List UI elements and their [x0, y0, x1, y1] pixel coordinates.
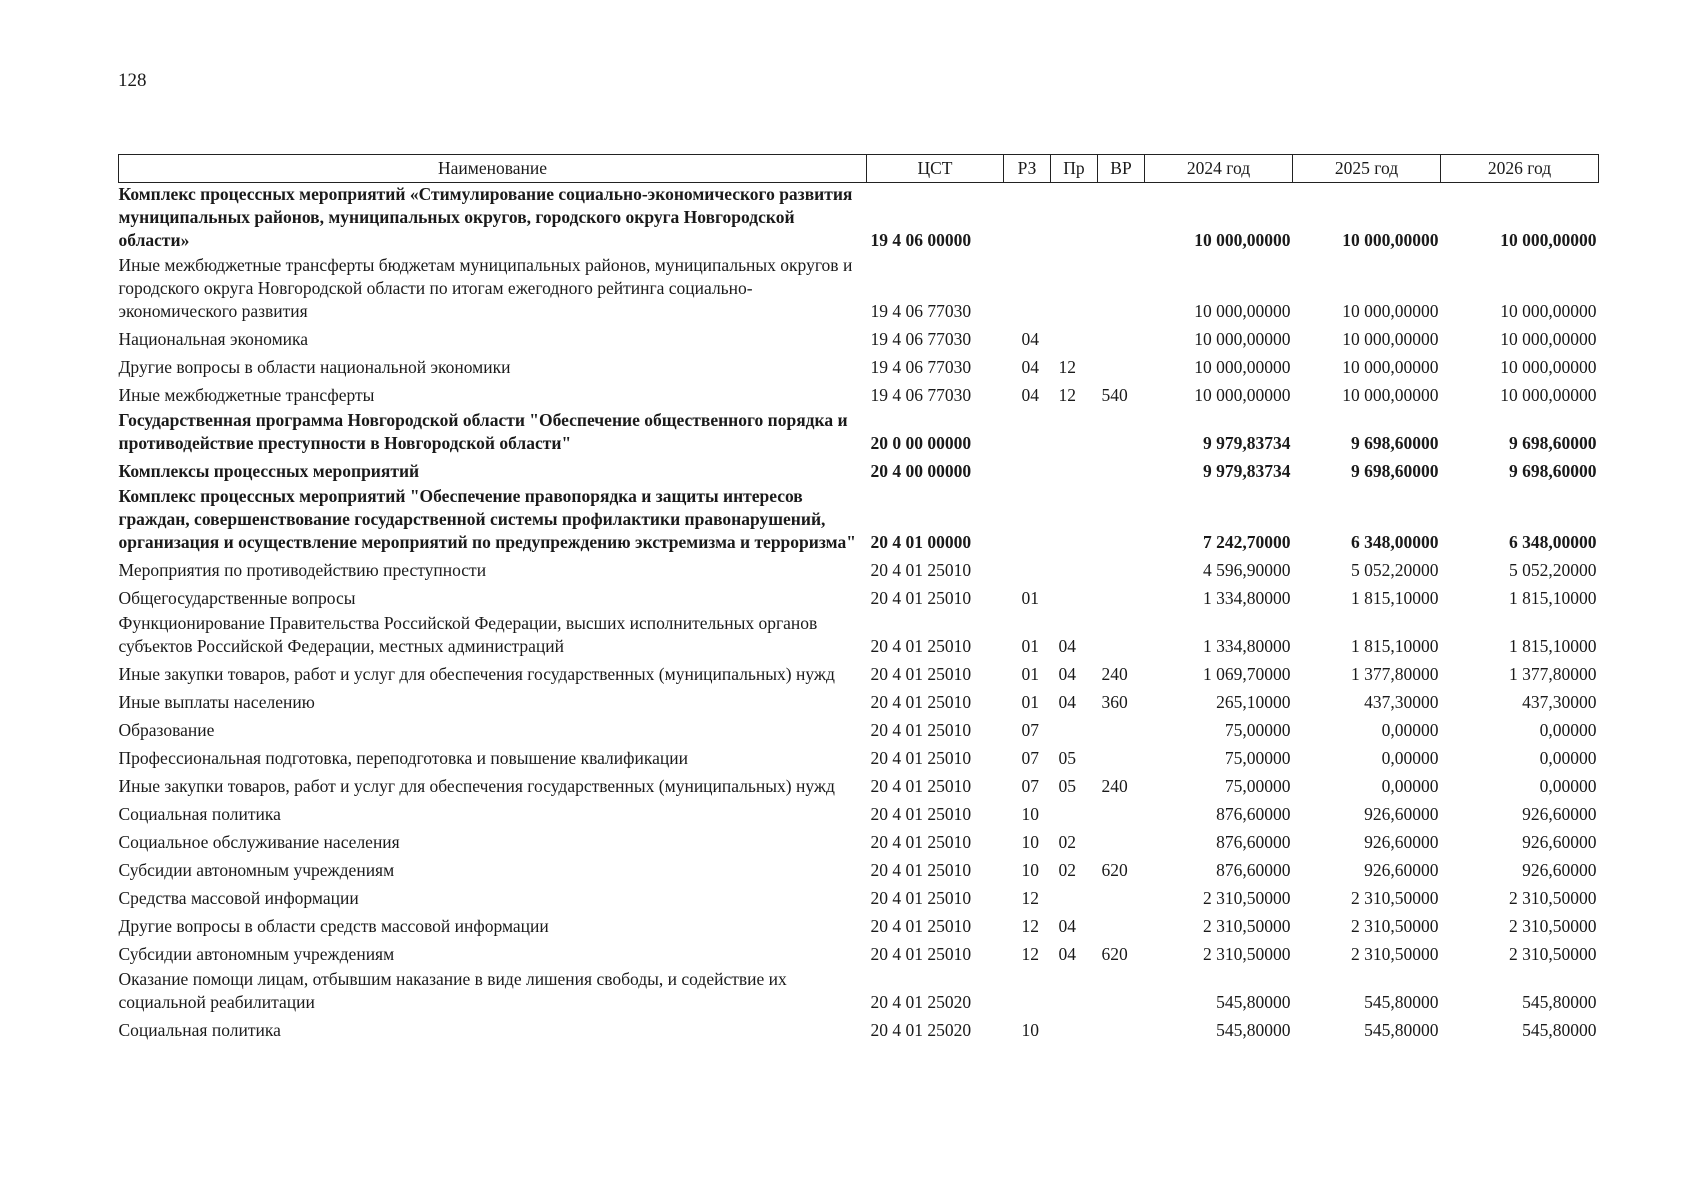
- cell-2024: 10 000,00000: [1194, 385, 1291, 405]
- table-row: [119, 325, 1599, 353]
- cell-rz: 04: [1021, 357, 1039, 377]
- cell-cst: 19 4 06 77030: [870, 385, 972, 405]
- cell-name: Другие вопросы в области национальной экономики: [118, 357, 511, 377]
- cell-rz: [1004, 183, 1051, 255]
- cell-name: Государственная программа Новгородской области "Обеспечение общественного порядка и противодействие преступности в Новгородской области": [118, 410, 848, 453]
- cell-pr: 04: [1058, 944, 1076, 964]
- table-row: [119, 485, 1599, 556]
- cell-2026: 2 310,50000: [1509, 888, 1597, 908]
- table-row: [119, 912, 1599, 940]
- cell-vr: [1098, 716, 1145, 744]
- cell-vr: [1098, 584, 1145, 612]
- cell-2026: 10 000,00000: [1500, 385, 1597, 405]
- cell-2026: 437,30000: [1522, 692, 1597, 712]
- cell-cst: 20 4 01 25010: [870, 560, 972, 580]
- cell-2025: 926,60000: [1364, 832, 1439, 852]
- table-row: [119, 353, 1599, 381]
- cell-rz: 01: [1021, 692, 1039, 712]
- cell-pr: [1051, 968, 1098, 1016]
- cell-name: Субсидии автономным учреждениям: [118, 944, 395, 964]
- cell-2024: 876,60000: [1216, 860, 1291, 880]
- cell-name: Профессиональная подготовка, переподготовка и повышение квалификации: [118, 748, 688, 768]
- cell-rz: 12: [1021, 944, 1039, 964]
- cell-cst: 20 4 01 25010: [870, 720, 972, 740]
- cell-2024: 545,80000: [1216, 1020, 1291, 1040]
- header-2024: 2024 год: [1145, 155, 1293, 183]
- table-row: [119, 409, 1599, 457]
- cell-2025: 926,60000: [1364, 860, 1439, 880]
- cell-rz: 12: [1021, 916, 1039, 936]
- cell-rz: 07: [1021, 748, 1039, 768]
- cell-pr: 04: [1058, 636, 1076, 656]
- cell-2024: 876,60000: [1216, 832, 1291, 852]
- cell-2026: 0,00000: [1539, 720, 1597, 740]
- cell-rz: [1004, 556, 1051, 584]
- table-row: [119, 884, 1599, 912]
- cell-2025: 10 000,00000: [1342, 357, 1439, 377]
- table-row: [119, 968, 1599, 1016]
- cell-2025: 926,60000: [1364, 804, 1439, 824]
- cell-vr: [1098, 325, 1145, 353]
- cell-rz: 04: [1021, 329, 1039, 349]
- cell-name: Социальная политика: [118, 1020, 281, 1040]
- cell-vr: [1098, 968, 1145, 1016]
- table-row: [119, 660, 1599, 688]
- cell-pr: 12: [1058, 357, 1076, 377]
- cell-2025: 2 310,50000: [1351, 916, 1439, 936]
- cell-cst: 20 4 01 25010: [870, 832, 972, 852]
- cell-2026: 9 698,60000: [1509, 433, 1597, 453]
- cell-2025: 1 377,80000: [1351, 664, 1439, 684]
- cell-cst: 19 4 06 00000: [870, 230, 972, 250]
- cell-vr: 620: [1101, 860, 1128, 880]
- cell-pr: [1051, 183, 1098, 255]
- cell-pr: 04: [1058, 664, 1076, 684]
- cell-rz: 07: [1021, 776, 1039, 796]
- cell-vr: [1098, 912, 1145, 940]
- cell-2026: 9 698,60000: [1509, 461, 1597, 481]
- cell-2025: 9 698,60000: [1351, 461, 1439, 481]
- cell-pr: 05: [1058, 748, 1076, 768]
- budget-table: [118, 154, 1599, 1044]
- cell-vr: 240: [1101, 776, 1128, 796]
- cell-name: Иные межбюджетные трансферты: [118, 385, 375, 405]
- cell-2025: 437,30000: [1364, 692, 1439, 712]
- cell-2025: 1 815,10000: [1351, 588, 1439, 608]
- cell-name: Общегосударственные вопросы: [118, 588, 356, 608]
- cell-2026: 1 815,10000: [1509, 636, 1597, 656]
- cell-rz: [1004, 968, 1051, 1016]
- cell-2024: 75,00000: [1224, 720, 1291, 740]
- cell-2026: 545,80000: [1522, 992, 1597, 1012]
- cell-2025: 5 052,20000: [1351, 560, 1439, 580]
- cell-cst: 20 4 01 25010: [870, 916, 972, 936]
- cell-2025: 545,80000: [1364, 1020, 1439, 1040]
- cell-cst: 20 4 00 00000: [870, 461, 972, 481]
- cell-vr: [1098, 744, 1145, 772]
- table-row: [119, 584, 1599, 612]
- cell-name: Средства массовой информации: [118, 888, 359, 908]
- cell-vr: [1098, 556, 1145, 584]
- table-row: [119, 1016, 1599, 1044]
- cell-vr: [1098, 884, 1145, 912]
- table-row: [119, 556, 1599, 584]
- cell-pr: [1051, 800, 1098, 828]
- cell-pr: [1051, 485, 1098, 556]
- cell-cst: 20 4 01 25020: [870, 992, 972, 1012]
- cell-2024: 10 000,00000: [1194, 329, 1291, 349]
- cell-vr: [1098, 612, 1145, 660]
- cell-2024: 265,10000: [1216, 692, 1291, 712]
- cell-2025: 10 000,00000: [1342, 329, 1439, 349]
- cell-vr: 240: [1101, 664, 1128, 684]
- cell-name: Другие вопросы в области средств массовой информации: [118, 916, 549, 936]
- cell-2025: 2 310,50000: [1351, 944, 1439, 964]
- cell-2026: 926,60000: [1522, 860, 1597, 880]
- table-body: [119, 183, 1599, 1045]
- cell-2024: 75,00000: [1224, 748, 1291, 768]
- cell-2026: 926,60000: [1522, 832, 1597, 852]
- cell-rz: [1004, 409, 1051, 457]
- cell-rz: 01: [1021, 636, 1039, 656]
- cell-rz: 10: [1021, 832, 1039, 852]
- header-rz: РЗ: [1004, 155, 1051, 183]
- cell-pr: 02: [1058, 832, 1076, 852]
- cell-2026: 10 000,00000: [1500, 329, 1597, 349]
- cell-pr: [1051, 325, 1098, 353]
- cell-name: Иные межбюджетные трансферты бюджетам муниципальных районов, муниципальных округов и городского округа Новгородской области по итогам ежегодного рейтинга социально-экономического развития: [118, 255, 853, 321]
- header-2026: 2026 год: [1441, 155, 1599, 183]
- cell-vr: [1098, 254, 1145, 325]
- cell-rz: [1004, 254, 1051, 325]
- cell-cst: 20 4 01 25020: [870, 1020, 972, 1040]
- cell-2024: 10 000,00000: [1194, 357, 1291, 377]
- cell-pr: 04: [1058, 692, 1076, 712]
- cell-2024: 4 596,90000: [1203, 560, 1291, 580]
- cell-name: Комплекс процессных мероприятий «Стимулирование социально-экономического развития муниципальных районов, муниципальных округов, городского округа Новгородской области»: [118, 184, 853, 250]
- cell-vr: [1098, 828, 1145, 856]
- cell-vr: [1098, 1016, 1145, 1044]
- cell-2025: 0,00000: [1381, 776, 1439, 796]
- cell-2024: 2 310,50000: [1203, 888, 1291, 908]
- cell-pr: 04: [1058, 916, 1076, 936]
- cell-2025: 10 000,00000: [1342, 385, 1439, 405]
- cell-vr: [1098, 353, 1145, 381]
- cell-cst: 19 4 06 77030: [870, 301, 972, 321]
- cell-name: Субсидии автономным учреждениям: [118, 860, 395, 880]
- cell-pr: 02: [1058, 860, 1076, 880]
- cell-2025: 0,00000: [1381, 748, 1439, 768]
- cell-pr: 05: [1058, 776, 1076, 796]
- cell-cst: 20 4 01 00000: [870, 532, 972, 552]
- table-header: [119, 155, 1599, 183]
- cell-cst: 20 0 00 00000: [870, 433, 972, 453]
- header-vr: ВР: [1098, 155, 1145, 183]
- cell-2026: 5 052,20000: [1509, 560, 1597, 580]
- cell-2025: 10 000,00000: [1342, 301, 1439, 321]
- cell-cst: 20 4 01 25010: [870, 664, 972, 684]
- cell-2026: 1 377,80000: [1509, 664, 1597, 684]
- cell-cst: 20 4 01 25010: [870, 748, 972, 768]
- cell-rz: [1004, 457, 1051, 485]
- table-row: [119, 183, 1599, 255]
- table-row: [119, 940, 1599, 968]
- cell-pr: [1051, 1016, 1098, 1044]
- cell-2024: 2 310,50000: [1203, 944, 1291, 964]
- cell-pr: [1051, 884, 1098, 912]
- cell-name: Образование: [118, 720, 215, 740]
- cell-rz: 01: [1021, 664, 1039, 684]
- cell-rz: 10: [1021, 804, 1039, 824]
- cell-2024: 7 242,70000: [1203, 532, 1291, 552]
- cell-2024: 9 979,83734: [1203, 461, 1291, 481]
- cell-cst: 20 4 01 25010: [870, 888, 972, 908]
- cell-2025: 2 310,50000: [1351, 888, 1439, 908]
- cell-cst: 20 4 01 25010: [870, 692, 972, 712]
- cell-vr: 540: [1101, 385, 1128, 405]
- cell-pr: [1051, 584, 1098, 612]
- cell-vr: 620: [1101, 944, 1128, 964]
- cell-2024: 75,00000: [1224, 776, 1291, 796]
- cell-pr: 12: [1058, 385, 1076, 405]
- cell-name: Функционирование Правительства Российской Федерации, высших исполнительных органов субъектов Российской Федерации, местных администраций: [118, 613, 818, 656]
- cell-pr: [1051, 716, 1098, 744]
- page-number: 128: [118, 70, 147, 91]
- cell-name: Оказание помощи лицам, отбывшим наказание в виде лишения свободы, и содействие их социальной реабилитации: [118, 969, 787, 1012]
- header-cst: ЦСТ: [867, 155, 1004, 183]
- cell-rz: 10: [1021, 1020, 1039, 1040]
- cell-name: Мероприятия по противодействию преступности: [118, 560, 487, 580]
- cell-2025: 6 348,00000: [1351, 532, 1439, 552]
- cell-2024: 9 979,83734: [1203, 433, 1291, 453]
- cell-name: Социальная политика: [118, 804, 281, 824]
- cell-name: Комплексы процессных мероприятий: [118, 461, 420, 481]
- table-row: [119, 856, 1599, 884]
- cell-name: Иные закупки товаров, работ и услуг для обеспечения государственных (муниципальных) нужд: [118, 776, 835, 796]
- cell-2024: 1 334,80000: [1203, 588, 1291, 608]
- cell-vr: [1098, 485, 1145, 556]
- cell-cst: 20 4 01 25010: [870, 588, 972, 608]
- cell-vr: 360: [1101, 692, 1128, 712]
- cell-2025: 1 815,10000: [1351, 636, 1439, 656]
- cell-cst: 20 4 01 25010: [870, 944, 972, 964]
- table-row: [119, 772, 1599, 800]
- cell-2026: 0,00000: [1539, 748, 1597, 768]
- table-row: [119, 254, 1599, 325]
- cell-2026: 10 000,00000: [1500, 301, 1597, 321]
- header-pr: Пр: [1051, 155, 1098, 183]
- cell-2026: 6 348,00000: [1509, 532, 1597, 552]
- cell-cst: 19 4 06 77030: [870, 357, 972, 377]
- cell-name: Иные закупки товаров, работ и услуг для обеспечения государственных (муниципальных) нужд: [118, 664, 835, 684]
- cell-vr: [1098, 800, 1145, 828]
- table-row: [119, 744, 1599, 772]
- cell-2025: 9 698,60000: [1351, 433, 1439, 453]
- cell-2024: 10 000,00000: [1194, 301, 1291, 321]
- cell-2026: 1 815,10000: [1509, 588, 1597, 608]
- cell-2026: 926,60000: [1522, 804, 1597, 824]
- cell-rz: 01: [1021, 588, 1039, 608]
- cell-2026: 10 000,00000: [1500, 357, 1597, 377]
- table-row: [119, 688, 1599, 716]
- cell-2024: 876,60000: [1216, 804, 1291, 824]
- cell-2025: 10 000,00000: [1342, 230, 1439, 250]
- cell-2026: 10 000,00000: [1500, 230, 1597, 250]
- header-row: [119, 155, 1599, 183]
- cell-name: Иные выплаты населению: [118, 692, 315, 712]
- cell-rz: 12: [1021, 888, 1039, 908]
- cell-cst: 19 4 06 77030: [870, 329, 972, 349]
- cell-cst: 20 4 01 25010: [870, 860, 972, 880]
- cell-pr: [1051, 556, 1098, 584]
- cell-2024: 545,80000: [1216, 992, 1291, 1012]
- cell-rz: 10: [1021, 860, 1039, 880]
- cell-2026: 2 310,50000: [1509, 916, 1597, 936]
- cell-name: Комплекс процессных мероприятий "Обеспечение правопорядка и защиты интересов граждан, совершенствование государственной системы профилактики правонарушений, организация и осуществление мероприятий по предупреждению экстремизма и терроризма": [118, 486, 856, 552]
- cell-vr: [1098, 457, 1145, 485]
- cell-pr: [1051, 457, 1098, 485]
- cell-pr: [1051, 254, 1098, 325]
- header-2025: 2025 год: [1293, 155, 1441, 183]
- cell-2024: 2 310,50000: [1203, 916, 1291, 936]
- cell-2026: 545,80000: [1522, 1020, 1597, 1040]
- cell-2026: 2 310,50000: [1509, 944, 1597, 964]
- table-row: [119, 381, 1599, 409]
- cell-2024: 1 334,80000: [1203, 636, 1291, 656]
- cell-pr: [1051, 409, 1098, 457]
- cell-2024: 10 000,00000: [1194, 230, 1291, 250]
- table-row: [119, 716, 1599, 744]
- cell-2026: 0,00000: [1539, 776, 1597, 796]
- cell-2025: 545,80000: [1364, 992, 1439, 1012]
- table-row: [119, 828, 1599, 856]
- cell-cst: 20 4 01 25010: [870, 776, 972, 796]
- cell-2024: 1 069,70000: [1203, 664, 1291, 684]
- cell-cst: 20 4 01 25010: [870, 636, 972, 656]
- cell-vr: [1098, 183, 1145, 255]
- cell-rz: [1004, 485, 1051, 556]
- table-row: [119, 612, 1599, 660]
- cell-name: Социальное обслуживание населения: [118, 832, 400, 852]
- table-row: [119, 457, 1599, 485]
- cell-2025: 0,00000: [1381, 720, 1439, 740]
- table-row: [119, 800, 1599, 828]
- cell-vr: [1098, 409, 1145, 457]
- cell-name: Национальная экономика: [118, 329, 309, 349]
- cell-cst: 20 4 01 25010: [870, 804, 972, 824]
- cell-rz: 04: [1021, 385, 1039, 405]
- cell-rz: 07: [1021, 720, 1039, 740]
- header-name: Наименование: [119, 155, 867, 183]
